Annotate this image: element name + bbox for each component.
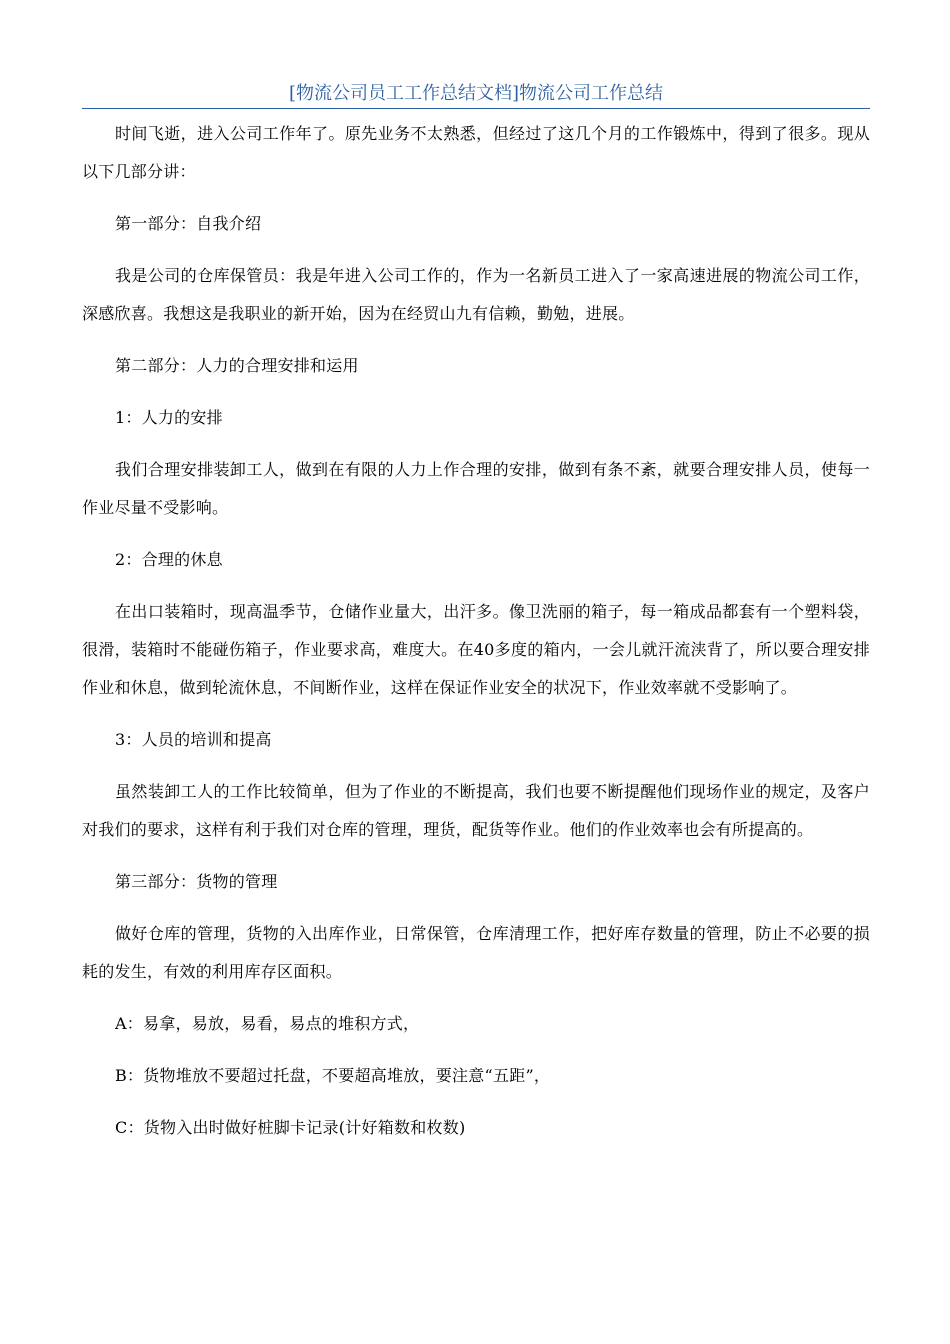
section-heading-2: 第二部分：人力的合理安排和运用 [115,356,359,375]
section-heading-1: 第一部分：自我介绍 [115,214,262,233]
subheading-1: 1：人力的安排 [115,408,223,427]
page-header-title: [物流公司员工工作总结文档]物流公司工作总结 [288,83,664,104]
body-paragraph: 做好仓库的管理，货物的入出库作业，日常保管，仓库清理工作，把好库存数量的管理，防止不必要的损耗的发生，有效的利用库存区面积。 [82,924,870,981]
list-item-b: B：货物堆放不要超过托盘，不要超高堆放，要注意“五距”， [115,1066,551,1085]
body-paragraph: 我们合理安排装卸工人，做到在有限的人力上作合理的安排，做到有条不紊，就要合理安排人员，使每一作业尽量不受影响。 [82,460,870,517]
list-item-a: A：易拿，易放，易看，易点的堆积方式， [115,1014,420,1033]
header-divider [82,108,870,109]
section-heading-3: 第三部分：货物的管理 [115,872,278,891]
document-body [82,115,870,1161]
body-paragraph: 在出口装箱时，现高温季节，仓储作业量大，出汗多。像卫洗丽的箱子，每一箱成品都套有一个塑料袋，很滑，装箱时不能碰伤箱子，作业要求高，难度大。在40多度的箱内，一会儿就汗流浃背了，所以要合理安排作业和休息，做到轮流休息，不间断作业，这样在保证作业安全的状况下，作业效率就不受影响了。 [82,602,870,697]
subheading-2: 2：合理的休息 [115,550,223,569]
subheading-3: 3：人员的培训和提高 [115,730,272,749]
list-item-c: C：货物入出时做好桩脚卡记录(计好箱数和枚数) [115,1118,466,1137]
body-paragraph: 我是公司的仓库保管员：我是年进入公司工作的，作为一名新员工进入了一家高速进展的物流公司工作，深感欣喜。我想这是我职业的新开始，因为在经贸山九有信赖，勤勉，进展。 [82,266,870,323]
body-paragraph: 虽然装卸工人的工作比较简单，但为了作业的不断提高，我们也要不断提醒他们现场作业的规定，及客户对我们的要求，这样有利于我们对仓库的管理，理货，配货等作业。他们的作业效率也会有所提高的。 [82,782,870,839]
intro-paragraph: 时间飞逝，进入公司工作年了。原先业务不太熟悉，但经过了这几个月的工作锻炼中，得到了很多。现从以下几部分讲： [82,124,870,181]
